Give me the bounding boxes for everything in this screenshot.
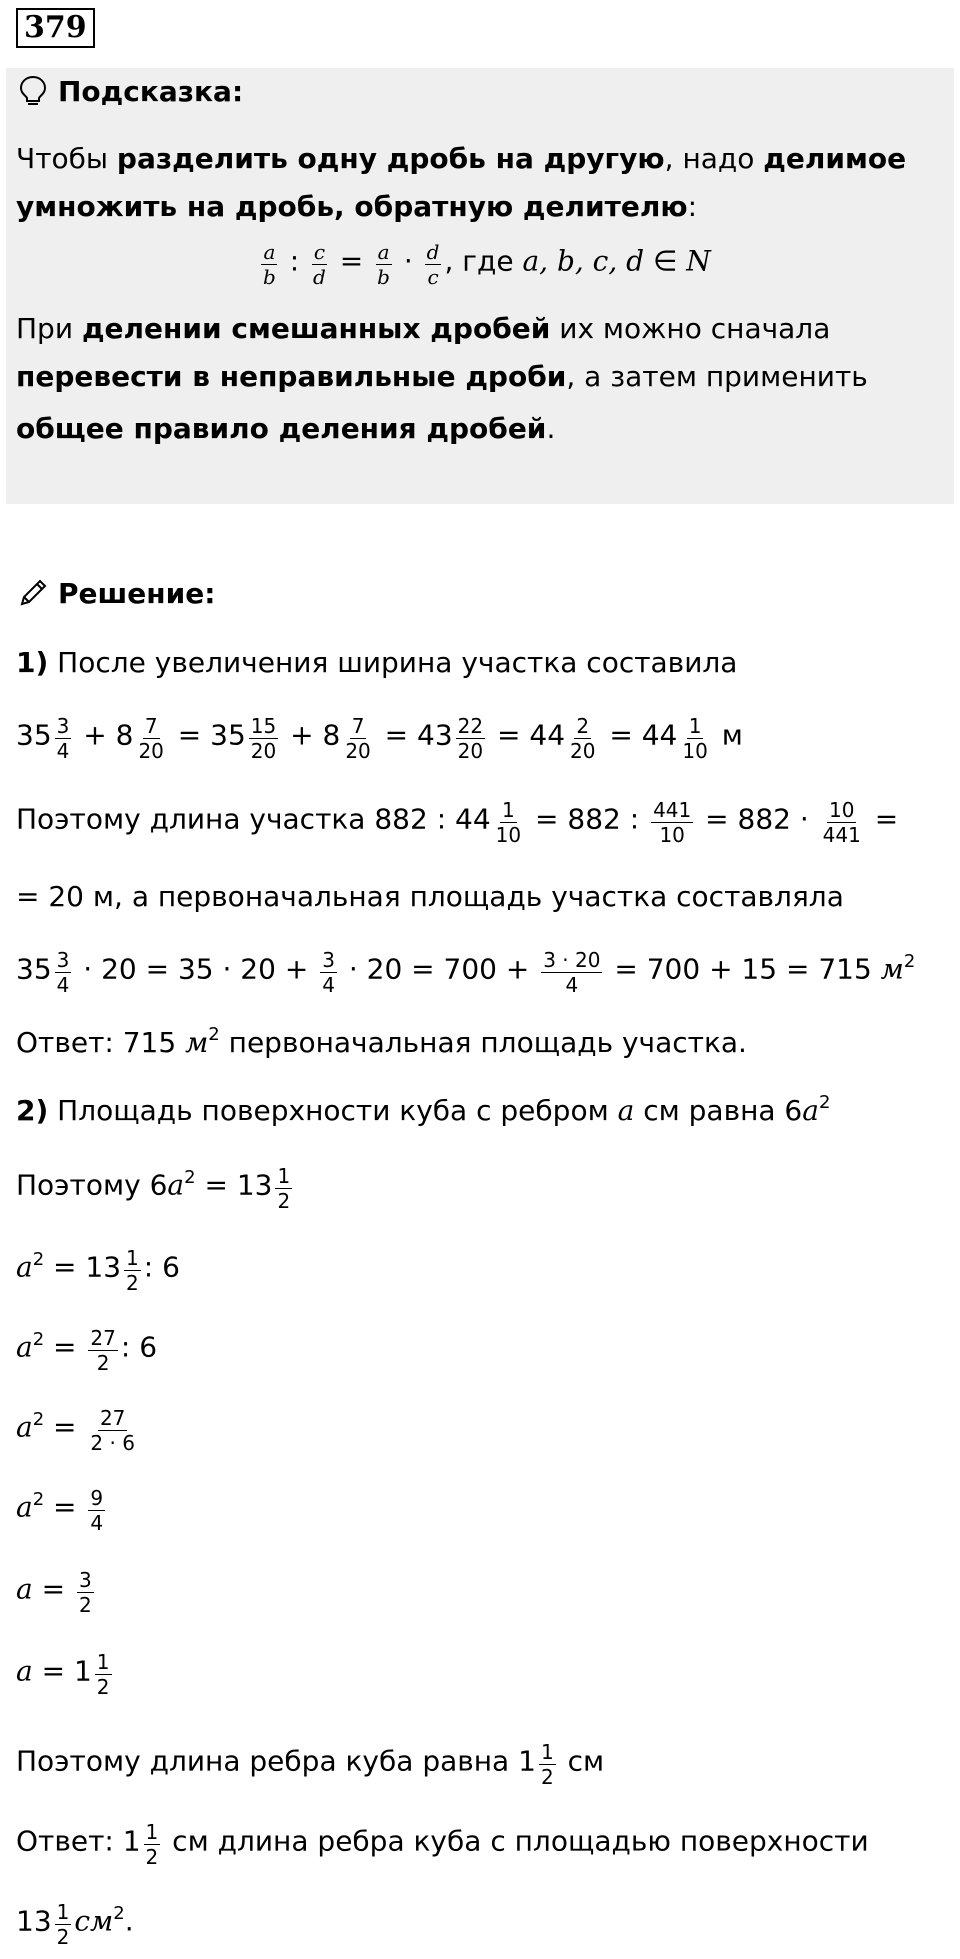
answer-2-line-2: 13 $\frac{1}{2}$ $см^2$. xyxy=(16,1900,134,1949)
part1-intro: 1) После увеличения ширина участка составила xyxy=(16,646,738,679)
problem-number: 379 xyxy=(16,8,95,48)
division-formula: $\frac{a}{b}$ : $\frac{c}{d}$ = $\frac{a}{b}$ · $\frac{d}{c}$ , где a, b, c, d ∈ N xyxy=(263,240,711,289)
eq-step-4: $a^2$ = $\frac{27}{2 \cdot 6}$ xyxy=(16,1406,135,1455)
hint-line-4: перевести в неправильные дроби, а затем применить xyxy=(16,360,868,393)
hint-title: Подсказка: xyxy=(58,74,244,108)
answer-2-line-1: Ответ: 1 $\frac{1}{2}$ см длина ребра куба с площадью поверхности xyxy=(16,1820,869,1869)
area-intro: = 20 м, а первоначальная площадь участка составляла xyxy=(16,880,844,913)
hint-line-3: При делении смешанных дробей их можно сначала xyxy=(16,312,831,345)
hint-header xyxy=(16,74,243,108)
width-calc: 35 $\frac{3}{4}$ + 8 $\frac{7}{20}$ = 35 $\frac{15}{20}$ + 8 $\frac{7}{20}$ = 43 $\frac{22}{20}$ = 44 $\frac{2}{20}$ = 44 $\frac{1}{10}$ м xyxy=(16,714,743,763)
eq-step-2: $a^2 = 13$ $\frac{1}{2}$ : 6 xyxy=(16,1246,180,1295)
solution-title: Решение: xyxy=(58,576,216,610)
pencil-icon xyxy=(16,576,50,610)
hint-line-2: умножить на дробь, обратную делителю: xyxy=(16,190,698,223)
area-calc: 35 $\frac{3}{4}$ · 20 = 35 · 20 + $\frac{3}{4}$ · 20 = 700 + $\frac{3 \cdot 20}{4}$ = 700 + 15 = 715 $м^2$ xyxy=(16,948,916,997)
eq-step-1: Поэтому $6a^2 = 13$ $\frac{1}{2}$ xyxy=(16,1164,291,1213)
length-calc: Поэтому длина участка 882 : 44 $\frac{1}{10}$ = 882 : $\frac{441}{10}$ = 882 · $\frac{10}{441}$ = xyxy=(16,798,899,847)
eq-step-6: a = $\frac{3}{2}$ xyxy=(16,1568,92,1617)
answer-1: Ответ: 715 $м^2$ первоначальная площадь участка. xyxy=(16,1024,747,1059)
eq-step-3: $a^2$ = $\frac{27}{2}$ : 6 xyxy=(16,1326,158,1375)
part2-intro: 2) Площадь поверхности куба с ребром a см равна $6a^2$ xyxy=(16,1092,831,1127)
solution-header xyxy=(16,576,215,610)
eq-step-7: a = 1 $\frac{1}{2}$ xyxy=(16,1650,110,1699)
hint-line-5: общее правило деления дробей. xyxy=(16,412,556,445)
edge-result: Поэтому длина ребра куба равна 1 $\frac{1}{2}$ см xyxy=(16,1740,605,1789)
hint-line-1: Чтобы разделить одну дробь на другую, надо делимое xyxy=(16,142,907,175)
eq-step-5: $a^2$ = $\frac{9}{4}$ xyxy=(16,1486,104,1535)
lightbulb-icon xyxy=(16,74,50,108)
